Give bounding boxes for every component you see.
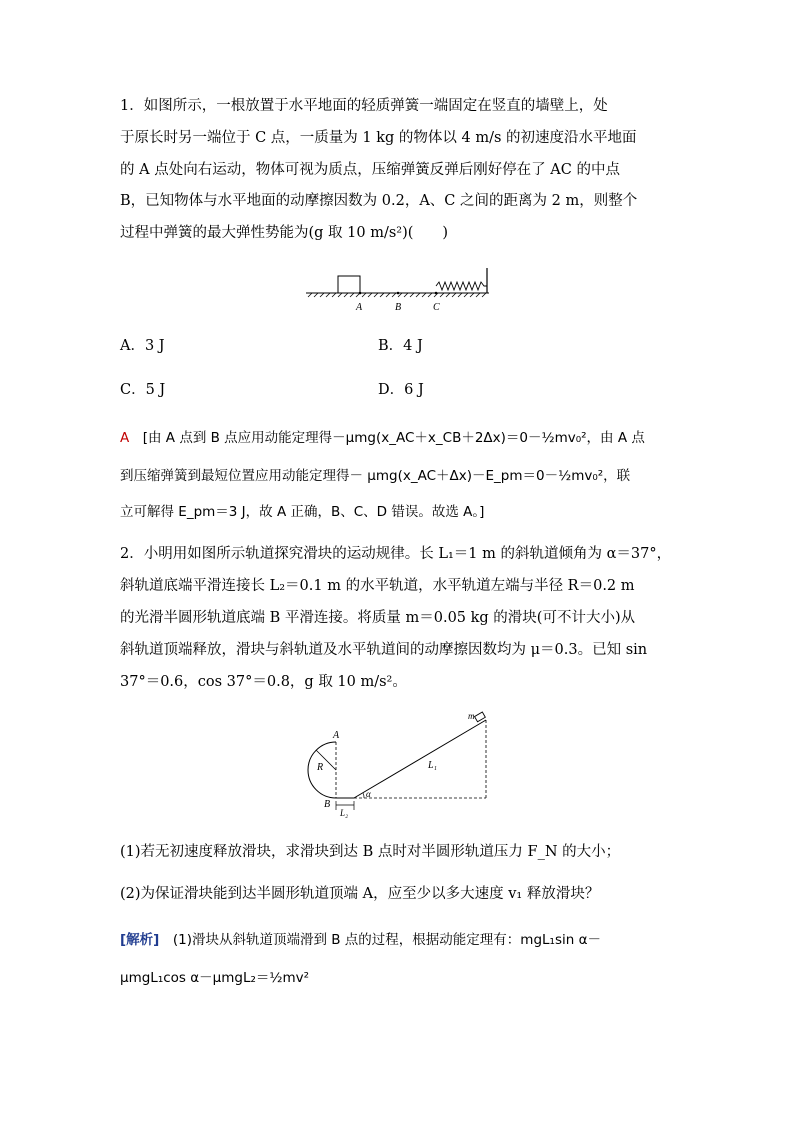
q1-figure: [300, 262, 500, 318]
q1-line: 1．如图所示，一根放置于水平地面的轻质弹簧一端固定在竖直的墙壁上，处: [120, 98, 608, 114]
q2-sub2: (2)为保证滑块能到达半圆形轨道顶端 A，应至少以多大速度 v₁ 释放滑块？: [120, 886, 600, 902]
option-c: C．5 J: [120, 382, 166, 398]
label-c: C: [433, 302, 440, 313]
q2-line: 斜轨道顶端释放，滑块与斜轨道及水平轨道间的动摩擦因数均为 μ＝0.3。已知 sin: [120, 642, 648, 658]
point-a: [359, 292, 362, 295]
q2-line: 37°＝0.6，cos 37°＝0.8，g 取 10 m/s²。: [120, 674, 407, 690]
analysis-text: (1)滑块从斜轨道顶端滑到 B 点的过程，根据动能定理有：mgL₁sin α－: [172, 932, 601, 948]
q1-solution-line3: 立可解得 E_pm＝3 J，故 A 正确，B、C、D 错误。故选 A。]: [120, 504, 485, 520]
incline-track: [354, 720, 486, 798]
q2-line: 的光滑半圆形轨道底端 B 平滑连接。将质量 m＝0.05 kg 的滑块(可不计大小)从: [120, 610, 636, 626]
option-a: A．3 J: [120, 338, 165, 354]
label-r: R: [317, 762, 324, 773]
slider-block: [475, 712, 486, 722]
q2-sub1: (1)若无初速度释放滑块，求滑块到达 B 点时对半圆形轨道压力 F_N 的大小；: [120, 844, 621, 860]
point-c: [435, 292, 438, 295]
label-alpha: α: [366, 789, 371, 799]
answer-letter: A: [120, 430, 130, 446]
label-a: A: [356, 302, 363, 313]
label-l1: L₁: [428, 760, 438, 771]
q1-line: 过程中弹簧的最大弹性势能为(g 取 10 m/s²)( ): [120, 225, 449, 241]
spring: [436, 282, 487, 290]
label-m: m: [468, 711, 475, 721]
q1-line: 的 A 点处向右运动，物体可视为质点，压缩弹簧反弹后刚好停在了 AC 的中点: [120, 162, 620, 178]
q2-figure: [296, 708, 496, 824]
label-b: B: [324, 799, 331, 810]
analysis-label: [解析]: [120, 932, 160, 948]
angle-arc: [363, 793, 364, 798]
block: [338, 276, 360, 293]
option-d: D．6 J: [378, 382, 424, 398]
q1-line: B，已知物体与水平地面的动摩擦因数为 0.2，A、C 之间的距离为 2 m，则整个: [120, 193, 638, 209]
q2-line: 斜轨道底端平滑连接长 L₂＝0.1 m 的水平轨道，水平轨道左端与半径 R＝0.2 m: [120, 578, 635, 594]
solution-text: [由 A 点到 B 点应用动能定理得－μmg(x_AC＋x_CB＋2Δx)＝0－½mv₀²，由 A 点: [142, 430, 645, 446]
q1-solution-line1: [120, 428, 645, 448]
q2-line: 2．小明用如图所示轨道探究滑块的运动规律。长 L₁＝1 m 的斜轨道倾角为 α＝37°，: [120, 546, 672, 562]
q1-line: 于原长时另一端位于 C 点，一质量为 1 kg 的物体以 4 m/s 的初速度沿水平地面: [120, 130, 637, 146]
point-b: [397, 292, 400, 295]
q1-solution-line2: 到压缩弹簧到最短位置应用动能定理得－ μmg(x_AC＋Δx)－E_pm＝0－½mv₀²，联: [120, 468, 631, 484]
q2-analysis-line1: [120, 930, 601, 950]
option-b: B．4 J: [378, 338, 423, 354]
label-a: A: [333, 730, 340, 741]
label-b: B: [395, 302, 402, 313]
label-l2: L₂: [340, 808, 349, 818]
q2-analysis-line2: μmgL₁cos α－μmgL₂＝½mv²: [120, 970, 310, 986]
